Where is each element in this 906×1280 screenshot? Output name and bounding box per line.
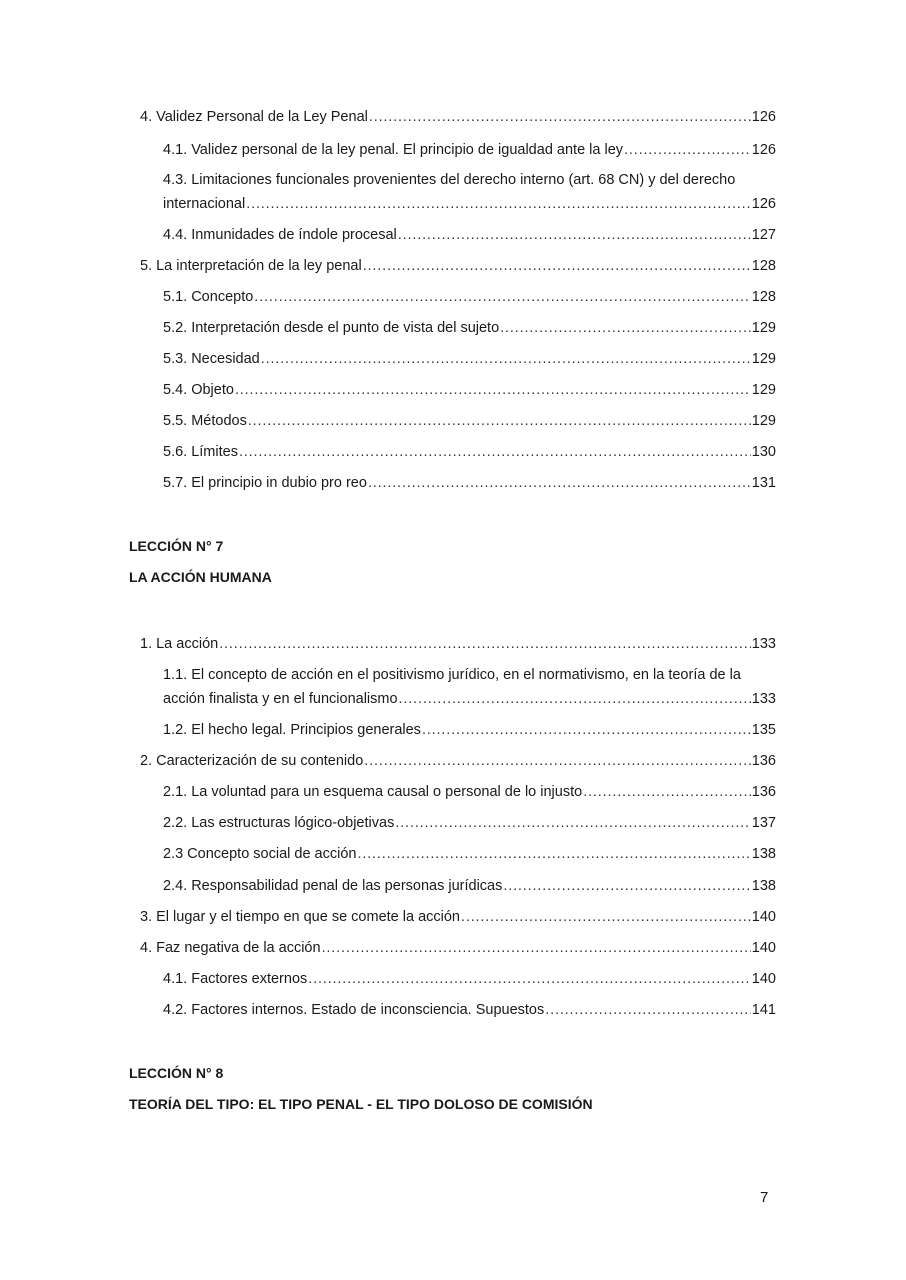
toc-entry [163, 663, 776, 711]
toc-entry-title: 5.4. Objeto [163, 382, 234, 398]
toc-entry-title: 5.2. Interpretación desde el punto de vista del sujeto [163, 320, 500, 336]
toc-entry-title: 5.1. Concepto [163, 289, 254, 305]
toc-entry-title: 1. La acción [140, 636, 219, 652]
lesson-number: LECCIÓN N° 7 [129, 538, 224, 554]
toc-entry [163, 409, 776, 433]
toc-entry [163, 780, 776, 804]
toc-entry-page: 140 [751, 971, 776, 987]
toc-entry-title: 5.5. Métodos [163, 413, 247, 429]
toc-entry-title-first-line: 4.3. Limitaciones funcionales provenientes del derecho interno (art. 68 CN) y del derecho [163, 172, 736, 188]
lesson-number: LECCIÓN N° 8 [129, 1065, 224, 1081]
toc-entry [163, 285, 776, 309]
toc-entry-page: 126 [751, 196, 776, 212]
toc-entry-page: 141 [751, 1002, 776, 1018]
toc-entry [163, 811, 776, 835]
toc-entry-title: 4.4. Inmunidades de índole procesal [163, 227, 397, 243]
toc-leader-dots [624, 138, 751, 162]
toc-entry-title: 5.6. Límites [163, 444, 238, 460]
toc-entry-page: 127 [751, 227, 776, 243]
toc-leader-dots [583, 780, 751, 804]
toc-entry [140, 936, 776, 960]
toc-entry-page: 128 [751, 289, 776, 305]
toc-entry-title: internacional [163, 196, 246, 212]
toc-leader-dots [248, 409, 751, 433]
toc-entry-title: 4. Validez Personal de la Ley Penal [140, 109, 368, 125]
toc-leader-dots [422, 718, 751, 742]
toc-entry [163, 874, 776, 898]
page-number: 7 [760, 1189, 769, 1206]
toc-entry-title: 5. La interpretación de la ley penal [140, 258, 362, 274]
toc-entry [140, 632, 776, 656]
toc-entry-title: 2.1. La voluntad para un esquema causal o personal de lo injusto [163, 784, 583, 800]
toc-entry [163, 842, 776, 866]
toc-leader-dots [235, 378, 751, 402]
toc-leader-dots [368, 471, 751, 495]
toc-entry-page: 135 [751, 722, 776, 738]
toc-entry-title: 4.1. Validez personal de la ley penal. El principio de igualdad ante la ley [163, 142, 624, 158]
toc-entry [163, 440, 776, 464]
toc-entry [140, 749, 776, 773]
toc-entry-page: 129 [751, 382, 776, 398]
toc-leader-dots [219, 632, 751, 656]
toc-leader-dots [500, 316, 751, 340]
toc-entry-page: 131 [751, 475, 776, 491]
toc-leader-dots [261, 347, 751, 371]
lesson-title: TEORÍA DEL TIPO: EL TIPO PENAL - EL TIPO DOLOSO DE COMISIÓN [129, 1096, 593, 1112]
toc-entry-page: 136 [751, 753, 776, 769]
toc-entry-page: 133 [751, 691, 776, 707]
toc-entry-title: acción finalista y en el funcionalismo [163, 691, 398, 707]
toc-entry [163, 168, 776, 216]
toc-leader-dots [239, 440, 751, 464]
toc-entry [163, 967, 776, 991]
toc-entry [163, 223, 776, 247]
toc-entry-page: 140 [751, 909, 776, 925]
toc-leader-dots [357, 842, 750, 866]
lesson-title: LA ACCIÓN HUMANA [129, 569, 272, 585]
toc-entry [163, 378, 776, 402]
toc-entry-title: 4.2. Factores internos. Estado de inconsciencia. Supuestos [163, 1002, 545, 1018]
toc-entry-title: 1.2. El hecho legal. Principios generales [163, 722, 421, 738]
toc-leader-dots [246, 192, 751, 216]
toc-entry [163, 347, 776, 371]
toc-entry-page: 129 [751, 351, 776, 367]
toc-entry [163, 316, 776, 340]
toc-entry-title: 2. Caracterización de su contenido [140, 753, 364, 769]
toc-entry [163, 471, 776, 495]
toc-entry-page: 138 [751, 846, 776, 862]
toc-entry-page: 138 [751, 878, 776, 894]
toc-leader-dots [364, 749, 751, 773]
toc-leader-dots [399, 687, 751, 711]
toc-leader-dots [254, 285, 751, 309]
toc-leader-dots [322, 936, 751, 960]
toc-entry-title: 2.2. Las estructuras lógico-objetivas [163, 815, 395, 831]
toc-leader-dots [461, 905, 751, 929]
toc-leader-dots [363, 254, 751, 278]
toc-entry-page: 128 [751, 258, 776, 274]
toc-entry-page: 137 [751, 815, 776, 831]
toc-leader-dots [308, 967, 751, 991]
toc-leader-dots [395, 811, 750, 835]
toc-entry [163, 138, 776, 162]
toc-entry-title-first-line: 1.1. El concepto de acción en el positivismo jurídico, en el normativismo, en la teoría de la [163, 667, 741, 683]
toc-leader-dots [398, 223, 751, 247]
toc-entry [163, 998, 776, 1022]
toc-entry-title: 2.3 Concepto social de acción [163, 846, 357, 862]
toc-entry-title: 2.4. Responsabilidad penal de las personas jurídicas [163, 878, 503, 894]
toc-entry [140, 905, 776, 929]
toc-entry-title: 5.7. El principio in dubio pro reo [163, 475, 367, 491]
toc-entry [140, 254, 776, 278]
toc-entry [163, 718, 776, 742]
toc-entry [140, 105, 776, 129]
toc-entry-page: 129 [751, 320, 776, 336]
toc-entry-title: 4. Faz negativa de la acción [140, 940, 321, 956]
toc-entry-title: 5.3. Necesidad [163, 351, 260, 367]
toc-entry-page: 129 [751, 413, 776, 429]
toc-leader-dots [369, 105, 751, 129]
toc-entry-page: 130 [751, 444, 776, 460]
toc-entry-title: 4.1. Factores externos [163, 971, 308, 987]
toc-entry-page: 136 [751, 784, 776, 800]
toc-leader-dots [503, 874, 750, 898]
toc-entry-title: 3. El lugar y el tiempo en que se comete la acción [140, 909, 460, 925]
toc-entry-page: 133 [751, 636, 776, 652]
toc-entry-page: 126 [751, 142, 776, 158]
toc-leader-dots [545, 998, 751, 1022]
toc-entry-page: 126 [751, 109, 776, 125]
toc-entry-page: 140 [751, 940, 776, 956]
